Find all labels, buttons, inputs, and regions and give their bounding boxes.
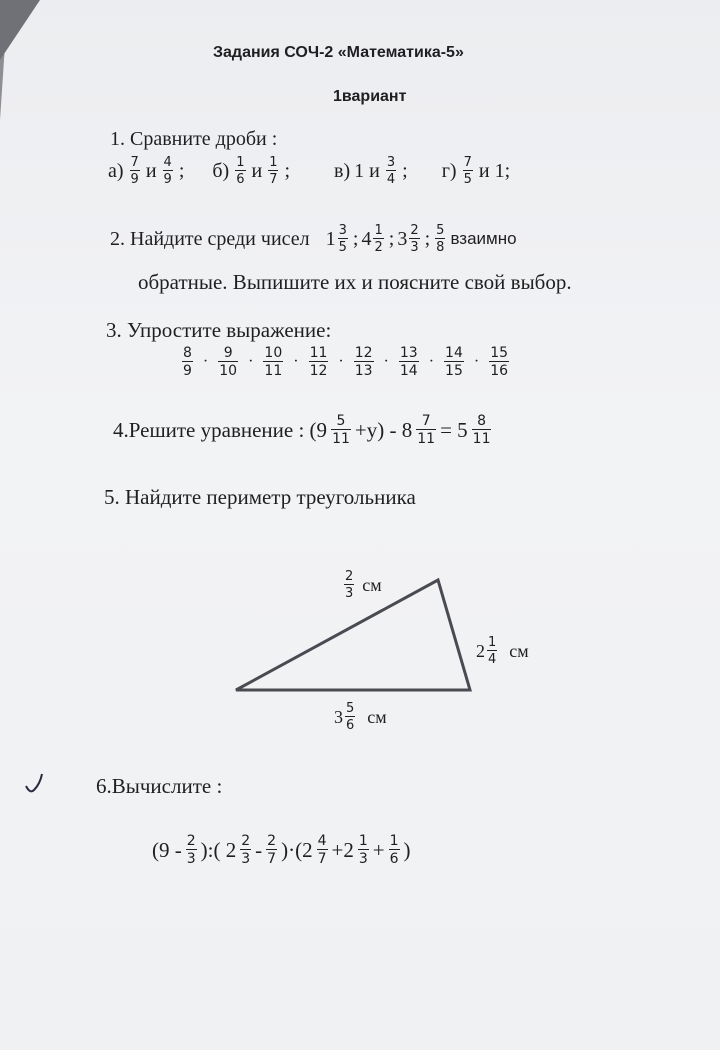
multiply-sign: · — [383, 353, 389, 370]
fraction: $\frac{2}{7}$ — [267, 833, 277, 867]
expr-part: ) — [403, 837, 411, 862]
fraction: $\frac{11}{12}$ — [309, 345, 328, 379]
unit-label: см — [509, 640, 529, 661]
fraction: $\frac{12}{13}$ — [354, 345, 373, 379]
multiply-sign: · — [202, 353, 209, 370]
multiply-sign: · — [338, 353, 344, 370]
expr-part: ):( 2 — [200, 837, 237, 862]
fraction: $\frac{7}{9}$ — [130, 155, 139, 187]
task4-eq: = 5 — [440, 417, 468, 442]
task3-heading: 3. Упростите выражение: — [106, 318, 332, 342]
mixed-number: 2 $\frac{1}{4}$ — [476, 635, 497, 667]
task1-v-pre: 1 и — [354, 159, 380, 182]
separator: ; — [388, 227, 395, 250]
fraction: $\frac{4}{9}$ — [163, 155, 172, 187]
task4-mid: +у) - 8 — [354, 417, 413, 442]
fraction: $\frac{5}{8}$ — [436, 223, 445, 255]
fraction: $\frac{3}{4}$ — [386, 155, 396, 187]
fraction: $\frac{1}{7}$ — [269, 155, 278, 187]
fraction: $\frac{1}{6}$ — [236, 155, 245, 187]
variant-label: 1вариант — [333, 88, 407, 105]
task1-g-label: г) — [441, 159, 457, 182]
task4-heading: 4.Решите уравнение : (9 — [113, 417, 328, 442]
multiply-sign: · — [293, 353, 299, 370]
unit-label: см — [362, 574, 382, 595]
mixed-number: 1 $\frac{3}{5}$ — [325, 223, 347, 255]
multiply-sign: · — [473, 353, 480, 370]
triangle-side-right-label — [476, 636, 529, 666]
expr-part: (9 - — [152, 837, 182, 862]
task6-heading: 6.Вычислите : — [96, 774, 223, 798]
fraction: $\frac{2}{3}$ — [345, 569, 354, 601]
expr-part: + — [372, 837, 385, 862]
separator: ; — [284, 159, 291, 182]
fraction: $\frac{4}{7}$ — [317, 833, 327, 867]
fraction: $\frac{14}{15}$ — [445, 345, 463, 379]
conjunction: и — [251, 159, 263, 182]
fraction: $\frac{5}{11}$ — [332, 413, 350, 447]
mixed-number: 3 $\frac{2}{3}$ — [397, 223, 419, 255]
separator: ; — [402, 159, 408, 182]
multiply-sign: · — [248, 353, 254, 370]
task1-a-label: а) — [108, 159, 124, 182]
expr-part: - — [255, 837, 263, 862]
task1-g-post: и 1; — [478, 159, 511, 182]
fraction: $\frac{2}{3}$ — [186, 833, 196, 867]
mixed-number: 3 $\frac{5}{6}$ — [334, 701, 355, 733]
fraction: $\frac{15}{16}$ — [490, 345, 509, 379]
mixed-number: 4 $\frac{1}{2}$ — [361, 223, 383, 255]
multiply-sign: · — [428, 353, 435, 370]
task2-tail: взаимно — [450, 229, 517, 248]
fraction: $\frac{2}{3}$ — [241, 833, 251, 867]
page-title: Задания СОЧ-2 «Математика-5» — [213, 44, 464, 61]
fraction: $\frac{13}{14}$ — [399, 345, 418, 379]
fraction: $\frac{7}{5}$ — [463, 155, 472, 187]
fraction: $\frac{9}{10}$ — [219, 345, 238, 379]
task2-line2: обратные. Выпишите их и поясните свой выбор. — [138, 270, 572, 294]
fraction: $\frac{1}{6}$ — [389, 833, 399, 867]
task1-b-label: б) — [212, 159, 230, 182]
pen-mark — [20, 770, 50, 800]
fraction: $\frac{8}{11}$ — [472, 413, 491, 447]
fraction: $\frac{1}{3}$ — [358, 833, 368, 867]
fraction: $\frac{8}{9}$ — [183, 345, 192, 379]
fraction: $\frac{7}{11}$ — [417, 413, 436, 447]
task5-heading: 5. Найдите периметр треугольника — [104, 485, 416, 509]
triangle-side-bottom-label — [334, 702, 387, 732]
triangle-side-top-label — [342, 570, 382, 600]
expr-part: +2 — [331, 837, 354, 862]
task6-expression — [152, 834, 411, 866]
separator: ; — [178, 159, 185, 182]
separator: ; — [424, 227, 431, 250]
expr-part: )·(2 — [281, 837, 313, 862]
task2-heading: 2. Найдите среди чисел — [110, 227, 310, 250]
conjunction: и — [145, 159, 157, 182]
task1-v-label: в) — [334, 159, 351, 182]
fraction: $\frac{10}{11}$ — [264, 345, 283, 379]
separator: ; — [352, 227, 359, 250]
unit-label: см — [367, 706, 387, 727]
task1-heading: 1. Сравните дроби : — [110, 128, 278, 150]
